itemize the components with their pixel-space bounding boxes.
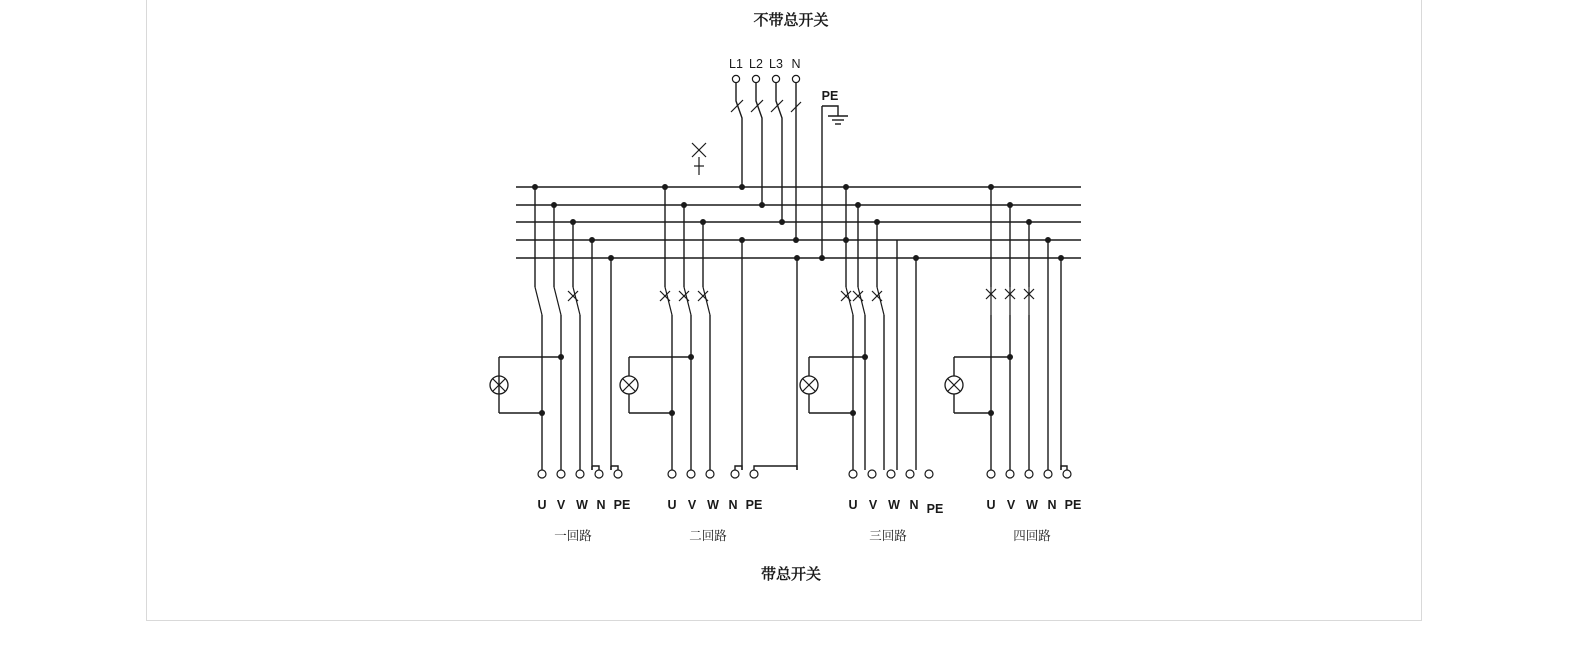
circuit1-name: 一回路: [554, 529, 592, 543]
source-drop-wires: [731, 83, 801, 240]
main-switch-symbol: [692, 143, 706, 175]
pe-source-label: PE: [821, 89, 839, 103]
circuit3-label-pe: PE: [926, 502, 944, 516]
circuit2-terminal-pe: [750, 470, 758, 478]
circuit3-label-w: W: [888, 498, 900, 512]
circuit1-terminal-n: [595, 470, 603, 478]
circuit4-terminal-pe: [1063, 470, 1071, 478]
circuit4-terminal-u: [987, 470, 995, 478]
title-top: 不带总开关: [753, 12, 829, 29]
circuit3-label-u: U: [848, 498, 858, 512]
circuit1-label-u: U: [537, 498, 547, 512]
source-terminal-l3: [772, 75, 779, 82]
circuit4-terminal-v: [1006, 470, 1014, 478]
circuit2-terminal-u: [668, 470, 676, 478]
source-label-l3: L3: [769, 57, 783, 71]
circuit4-name: 四回路: [1013, 529, 1051, 543]
circuit4-label-n: N: [1047, 498, 1057, 512]
circuit1-label-w: W: [576, 498, 588, 512]
circuit4-label-u: U: [986, 498, 996, 512]
circuit4-terminal-w: [1025, 470, 1033, 478]
wiring-diagram: [146, 0, 1422, 621]
circuit1-terminal-u: [538, 470, 546, 478]
circuit2-label-v: V: [687, 498, 697, 512]
source-label-n: N: [791, 57, 801, 71]
pe-source: [822, 89, 848, 258]
circuit2-name: 二回路: [689, 529, 727, 543]
circuit3-terminal-v: [868, 470, 876, 478]
circuit4-label-v: V: [1006, 498, 1016, 512]
circuit2-label-u: U: [667, 498, 677, 512]
source-terminal-l1: [732, 75, 739, 82]
source-label-l2: L2: [749, 57, 763, 71]
source-terminal-n: [792, 75, 799, 82]
circuit4-label-pe: PE: [1064, 498, 1082, 512]
circuit2-label-w: W: [707, 498, 719, 512]
circuit1-terminal-pe: [614, 470, 622, 478]
circuit2-label-pe: PE: [745, 498, 763, 512]
busbars: [516, 187, 1081, 258]
circuit3-name: 三回路: [869, 529, 907, 543]
circuit3-terminal-n: [906, 470, 914, 478]
circuit4-label-w: W: [1026, 498, 1038, 512]
source-terminal-l2: [752, 75, 759, 82]
circuit1-label-n: N: [596, 498, 606, 512]
circuit3-terminal-w: [887, 470, 895, 478]
circuit1-label-pe: PE: [613, 498, 631, 512]
circuit1-terminal-w: [576, 470, 584, 478]
circuit2-terminal-w: [706, 470, 714, 478]
circuit3-label-n: N: [909, 498, 919, 512]
circuit1-terminal-v: [557, 470, 565, 478]
circuit2-terminal-n: [731, 470, 739, 478]
circuit1-label-v: V: [556, 498, 566, 512]
circuit4-terminal-n: [1044, 470, 1052, 478]
circuit2-label-n: N: [728, 498, 738, 512]
source-terminals: [729, 57, 800, 83]
title-bottom: 带总开关: [760, 566, 822, 583]
circuit3-terminal-u: [849, 470, 857, 478]
circuit2-terminal-v: [687, 470, 695, 478]
circuit3-terminal-pe: [925, 470, 933, 478]
circuit3-label-v: V: [868, 498, 878, 512]
source-label-l1: L1: [729, 57, 743, 71]
